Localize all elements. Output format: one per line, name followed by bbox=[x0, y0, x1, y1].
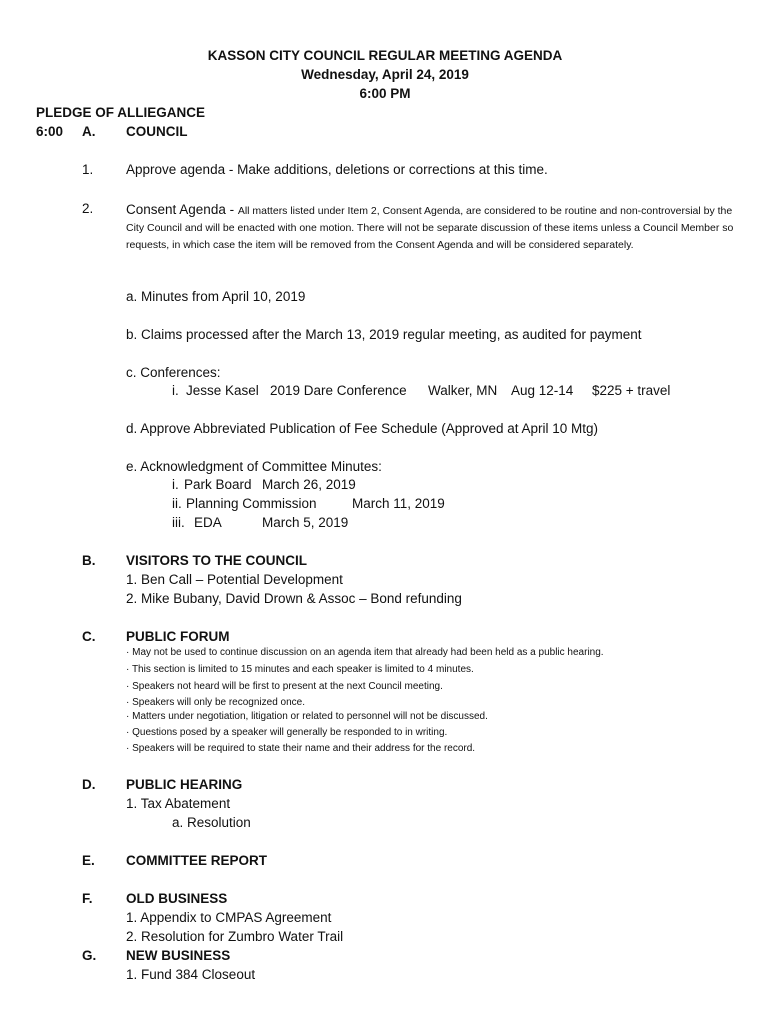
bullet-icon: · bbox=[126, 697, 130, 708]
section-b-title: VISITORS TO THE COUNCIL bbox=[126, 553, 308, 568]
committee-row-number: iii. bbox=[172, 515, 185, 530]
bullet-icon: · bbox=[126, 647, 130, 658]
consent-item-e: e. Acknowledgment of Committee Minutes: bbox=[126, 459, 382, 474]
section-e-letter: E. bbox=[82, 853, 95, 868]
section-a-letter: A. bbox=[82, 124, 96, 139]
meeting-date: Wednesday, April 24, 2019 bbox=[301, 67, 469, 82]
committee-row-date: March 5, 2019 bbox=[262, 515, 349, 530]
section-f-title: OLD BUSINESS bbox=[126, 891, 228, 906]
section-d-letter: D. bbox=[82, 777, 96, 792]
visitor-item: 1. Ben Call – Potential Development bbox=[126, 572, 343, 587]
item-2-number: 2. bbox=[82, 201, 94, 216]
forum-rule-text: Questions posed by a speaker will generally be responded to in writing. bbox=[132, 727, 448, 738]
forum-rule bbox=[126, 743, 475, 754]
pledge-heading: PLEDGE OF ALLIEGANCE bbox=[36, 105, 206, 120]
committee-row-number: ii. bbox=[172, 496, 182, 511]
meeting-time: 6:00 PM bbox=[359, 86, 411, 101]
committee-row-name: Park Board bbox=[184, 477, 252, 492]
section-d-title: PUBLIC HEARING bbox=[126, 777, 243, 792]
consent-item-a: a. Minutes from April 10, 2019 bbox=[126, 289, 306, 304]
section-c-letter: C. bbox=[82, 629, 96, 644]
conference-attendee: Jesse Kasel bbox=[186, 383, 259, 398]
section-c-title: PUBLIC FORUM bbox=[126, 629, 230, 644]
conference-event: 2019 Dare Conference bbox=[270, 383, 407, 398]
hearing-item: 1. Tax Abatement bbox=[126, 796, 231, 811]
committee-row-date: March 26, 2019 bbox=[262, 477, 356, 492]
committee-row-number: i. bbox=[172, 477, 179, 492]
consent-item-b: b. Claims processed after the March 13, 2019 regular meeting, as audited for payment bbox=[126, 327, 642, 342]
forum-rule-text: This section is limited to 15 minutes and each speaker is limited to 4 minutes. bbox=[131, 664, 474, 675]
forum-rule-text: Speakers will only be recognized once. bbox=[132, 697, 306, 708]
new-business-item: 1. Fund 384 Closeout bbox=[126, 967, 256, 982]
committee-row-date: March 11, 2019 bbox=[352, 496, 445, 511]
forum-rule-text: Speakers not heard will be first to present at the next Council meeting. bbox=[132, 681, 443, 692]
forum-rule bbox=[126, 681, 443, 692]
item-1-number: 1. bbox=[82, 162, 94, 177]
bullet-icon: · bbox=[126, 664, 130, 675]
forum-rule bbox=[126, 711, 488, 722]
section-g-title: NEW BUSINESS bbox=[126, 948, 231, 963]
bullet-icon: · bbox=[126, 743, 130, 754]
consent-item-d: d. Approve Abbreviated Publication of Fee Schedule (Approved at April 10 Mtg) bbox=[126, 421, 599, 436]
visitor-item: 2. Mike Bubany, David Drown & Assoc – Bond refunding bbox=[126, 591, 462, 606]
consent-agenda-paragraph bbox=[126, 201, 738, 254]
conference-location: Walker, MN bbox=[428, 383, 498, 398]
consent-agenda-lead: Consent Agenda - bbox=[126, 202, 238, 217]
forum-rule-text: Speakers will be required to state their name and their address for the record. bbox=[132, 743, 476, 754]
forum-rule bbox=[126, 697, 305, 708]
forum-rule bbox=[126, 647, 604, 658]
hearing-subitem: a. Resolution bbox=[172, 815, 251, 830]
section-g-letter: G. bbox=[82, 948, 97, 963]
forum-rule bbox=[126, 664, 474, 675]
bullet-icon: · bbox=[126, 727, 130, 738]
committee-row-name: Planning Commission bbox=[186, 496, 317, 511]
old-business-item: 2. Resolution for Zumbro Water Trail bbox=[126, 929, 344, 944]
forum-rule-text: Matters under negotiation, litigation or related to personnel will not be discussed. bbox=[132, 711, 488, 722]
forum-rule bbox=[126, 727, 447, 738]
old-business-item: 1. Appendix to CMPAS Agreement bbox=[126, 910, 332, 925]
section-a-time: 6:00 bbox=[36, 124, 64, 139]
bullet-icon: · bbox=[126, 711, 130, 722]
committee-row-name: EDA bbox=[194, 515, 222, 530]
item-1-text: Approve agenda - Make additions, deletions or corrections at this time. bbox=[126, 162, 548, 177]
conference-entry-number: i. bbox=[172, 383, 179, 398]
section-a-title: COUNCIL bbox=[126, 124, 188, 139]
section-e-title: COMMITTEE REPORT bbox=[126, 853, 267, 868]
section-f-letter: F. bbox=[82, 891, 93, 906]
forum-rule-text: May not be used to continue discussion on an agenda item that already had been held as a public hearing. bbox=[132, 647, 604, 658]
consent-agenda-body: All matters listed under Item 2, Consent Agenda, are considered to be routine and non-controversial by the City Council and will be enacted with one motion. There will not be separate discussion of these items unless a Council Member so requests, in which case the item will be removed from the Consent Agenda and will be considered separately. bbox=[126, 205, 734, 251]
agenda-title: KASSON CITY COUNCIL REGULAR MEETING AGENDA bbox=[207, 48, 563, 63]
conference-dates: Aug 12-14 bbox=[511, 383, 574, 398]
section-b-letter: B. bbox=[82, 553, 96, 568]
bullet-icon: · bbox=[126, 681, 130, 692]
consent-item-c: c. Conferences: bbox=[126, 365, 221, 380]
conference-cost: $225 + travel bbox=[592, 383, 671, 398]
